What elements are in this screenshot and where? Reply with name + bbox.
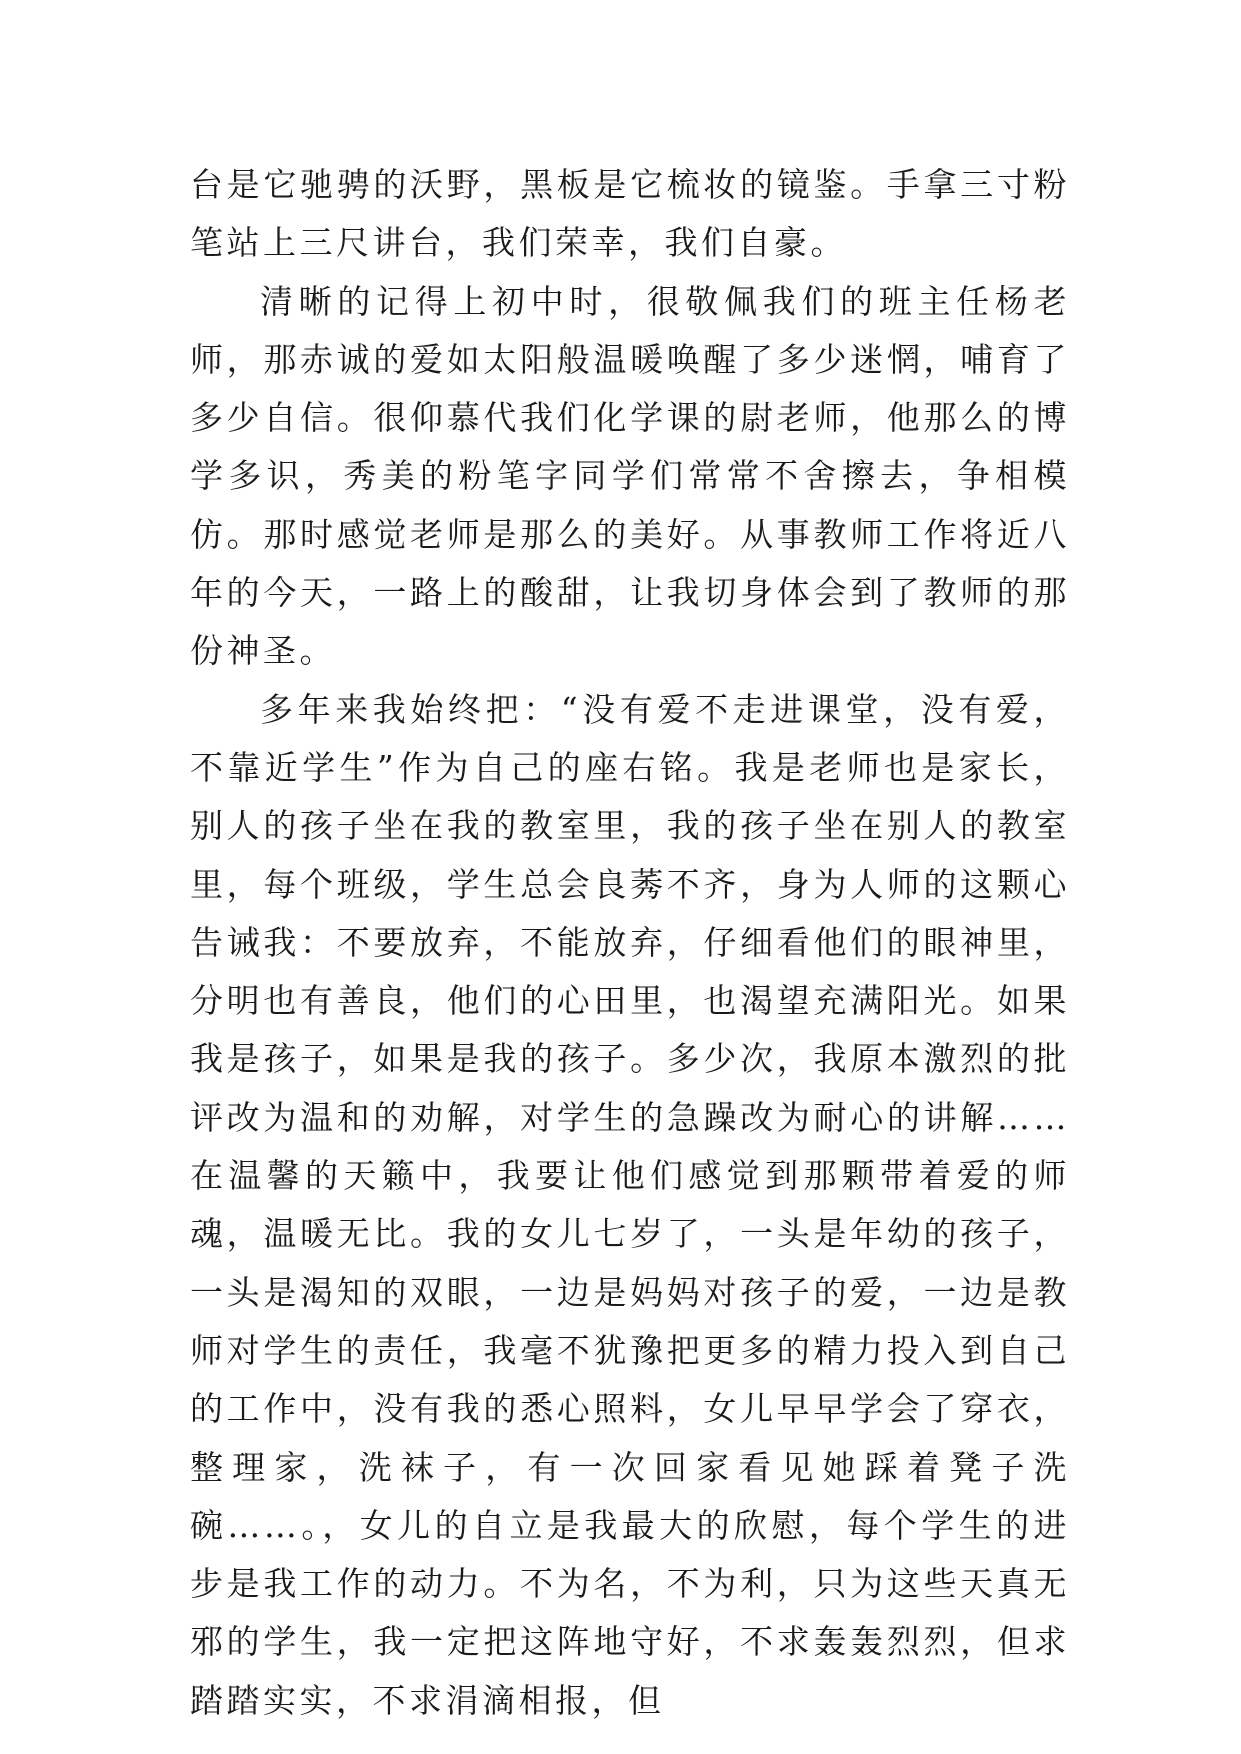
document-body [190,156,1070,1730]
paragraph-2: 清晰的记得上初中时，很敬佩我们的班主任杨老师，那赤诚的爱如太阳般温暖唤醒了多少迷惘，哺育了多少自信。很仰慕代我们化学课的尉老师，他那么的博学多识，秀美的粉笔字同学们常常不舍擦去，争相模仿。那时感觉老师是那么的美好。从事教师工作将近八年的今天，一路上的酸甜，让我切身体会到了教师的那份神圣。 [190,281,1070,671]
paragraph-1: 台是它驰骋的沃野，黑板是它梳妆的镜鉴。手拿三寸粉笔站上三尺讲台，我们荣幸，我们自豪。 [190,165,1070,263]
paragraph-3: 多年来我始终把：“没有爱不走进课堂，没有爱，不靠近学生”作为自己的座右铭。我是老师也是家长，别人的孩子坐在我的教室里，我的孩子坐在别人的教室里，每个班级，学生总会良莠不齐，身为人师的这颗心告诫我：不要放弃，不能放弃，仔细看他们的眼神里，分明也有善良，他们的心田里，也渴望充满阳光。如果我是孩子，如果是我的孩子。多少次，我原本激烈的批评改为温和的劝解，对学生的急躁改为耐心的讲解……在温馨的天籁中，我要让他们感觉到那颗带着爱的师魂，温暖无比。我的女儿七岁了，一头是年幼的孩子，一头是渴知的双眼，一边是妈妈对孩子的爱，一边是教师对学生的责任，我毫不犹豫把更多的精力投入到自己的工作中，没有我的悉心照料，女儿早早学会了穿衣，整理家，洗袜子，有一次回家看见她踩着凳子洗碗……。，女儿的自立是我最大的欣慰，每个学生的进步是我工作的动力。不为名，不为利，只为这些天真无邪的学生，我一定把这阵地守好，不求轰轰烈烈，但求踏踏实实，不求涓滴相报，但 [190,689,1070,1720]
